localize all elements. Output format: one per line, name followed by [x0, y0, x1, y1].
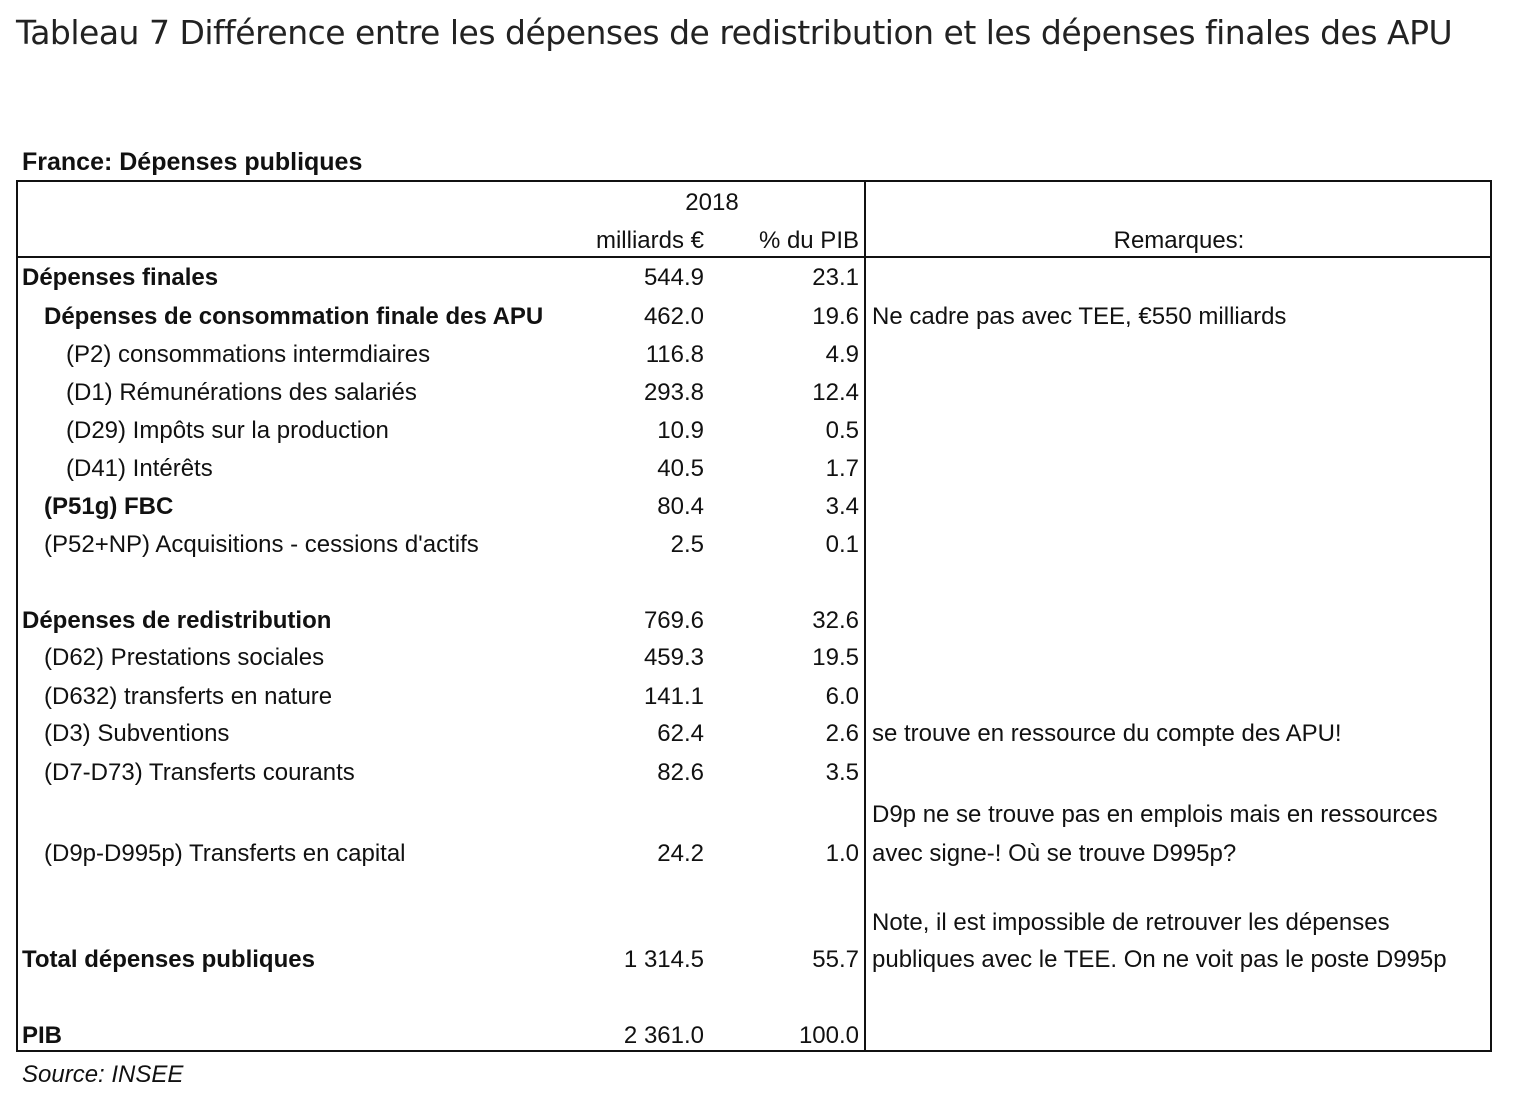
row-pib: 19.6 — [812, 303, 859, 330]
row-pib: 0.1 — [825, 531, 859, 558]
row-remark-line1: D9p ne se trouve pas en emplois mais en ressources — [872, 801, 1438, 828]
row-label: (D41) Intérêts — [66, 455, 213, 482]
header-pib: % du PIB — [758, 227, 859, 254]
row-pib: 32.6 — [812, 607, 859, 634]
row-label: Dépenses de redistribution — [22, 607, 332, 634]
row-milliards: 2 361.0 — [623, 1022, 704, 1049]
row-pib: 100.0 — [798, 1022, 859, 1049]
row-milliards: 40.5 — [657, 455, 704, 482]
row-milliards: 544.9 — [643, 264, 704, 291]
row-milliards: 82.6 — [657, 759, 704, 786]
row-milliards: 24.2 — [657, 840, 704, 867]
row-label: (D3) Subventions — [44, 720, 230, 747]
row-label: (P51g) FBC — [44, 493, 174, 520]
row-pib: 0.5 — [825, 417, 859, 444]
row-label: (P2) consommations intermdiaires — [66, 341, 431, 368]
row-milliards: 62.4 — [657, 720, 704, 747]
row-label: (P52+NP) Acquisitions - cessions d'actifs — [44, 531, 479, 558]
row-label: Total dépenses publiques — [22, 946, 315, 973]
row-milliards: 1 314.5 — [623, 946, 704, 973]
row-pib: 55.7 — [812, 946, 859, 973]
row-milliards: 459.3 — [643, 644, 704, 671]
row-label: (D632) transferts en nature — [44, 683, 333, 710]
row-milliards: 10.9 — [657, 417, 704, 444]
row-milliards: 462.0 — [643, 303, 704, 330]
row-milliards: 80.4 — [657, 493, 704, 520]
row-pib: 3.5 — [825, 759, 859, 786]
header-year: 2018 — [685, 189, 739, 216]
row-label: (D7-D73) Transferts courants — [44, 759, 355, 786]
row-milliards: 2.5 — [670, 531, 704, 558]
row-pib: 12.4 — [812, 379, 859, 406]
page-title: Tableau 7 Différence entre les dépenses de redistribution et les dépenses finales des APU — [16, 13, 1453, 52]
row-pib: 1.7 — [825, 455, 859, 482]
header-milliards: milliards € — [595, 227, 704, 254]
row-label: (D1) Rémunérations des salariés — [66, 379, 417, 406]
column-divider — [864, 180, 866, 1052]
row-label: (D62) Prestations sociales — [44, 644, 325, 671]
row-pib: 19.5 — [812, 644, 859, 671]
row-label: (D29) Impôts sur la production — [66, 417, 389, 444]
row-pib: 1.0 — [825, 840, 859, 867]
row-remark: Ne cadre pas avec TEE, €550 milliards — [872, 303, 1287, 330]
row-label: (D9p-D995p) Transferts en capital — [44, 840, 406, 867]
row-pib: 23.1 — [812, 264, 859, 291]
row-pib: 3.4 — [825, 493, 859, 520]
row-label: PIB — [22, 1022, 63, 1049]
row-pib: 6.0 — [825, 683, 859, 710]
row-label: Dépenses finales — [22, 264, 219, 291]
row-milliards: 141.1 — [643, 683, 704, 710]
row-remark-line2: avec signe-! Où se trouve D995p? — [872, 840, 1237, 867]
row-milliards: 293.8 — [643, 379, 704, 406]
row-pib: 4.9 — [825, 341, 859, 368]
row-label: Dépenses de consommation finale des APU — [44, 303, 544, 330]
row-milliards: 769.6 — [643, 607, 704, 634]
row-remark-line1: Note, il est impossible de retrouver les dépenses — [872, 909, 1390, 936]
header-remarques: Remarques: — [1113, 227, 1245, 254]
row-milliards: 116.8 — [645, 341, 704, 368]
table-caption: France: Dépenses publiques — [22, 148, 363, 176]
row-remark-line2: publiques avec le TEE. On ne voit pas le poste D995p — [872, 946, 1447, 973]
row-remark: se trouve en ressource du compte des APU! — [872, 720, 1342, 747]
row-pib: 2.6 — [825, 720, 859, 747]
source-note: Source: INSEE — [22, 1061, 184, 1088]
